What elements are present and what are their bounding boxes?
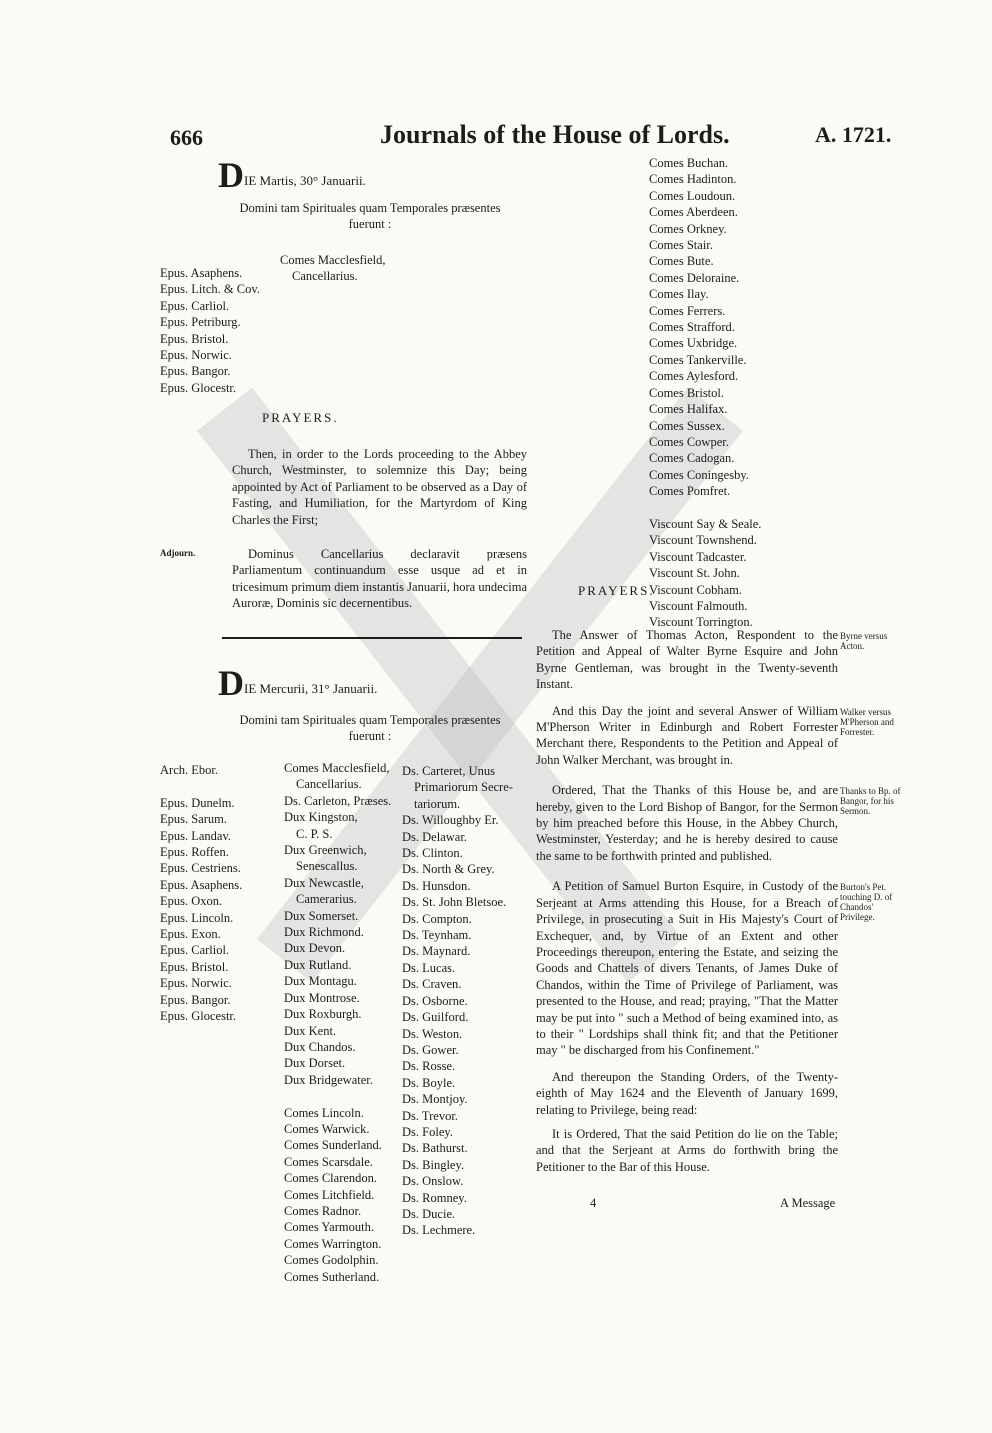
margin-note: Walker versus M'Pherson and Forrester. <box>840 706 894 737</box>
lord-entry: Epus. Sarum. <box>160 812 228 827</box>
lord-entry: Primariorum Secre- <box>414 780 513 795</box>
lord-entry: Comes Sussex. <box>649 418 725 433</box>
lord-entry: Comes Bute. <box>649 254 714 269</box>
bishop-entry: Epus. Carliol. <box>160 298 230 313</box>
lord-entry: Comes Ilay. <box>649 287 709 302</box>
lord-entry: Ds. Maynard. <box>402 944 471 959</box>
lord-entry: Dux Montagu. <box>284 974 357 989</box>
present-line2: fuerunt : <box>348 729 392 744</box>
lord-entry: tariorum. <box>414 796 461 811</box>
present-line1: Domini tam Spirituales quam Temporales præsentes <box>239 713 501 727</box>
lord-entry: Ds. Hunsdon. <box>402 878 471 893</box>
entry-text: A Petition of Samuel Burton Esquire, in Custody of the Serjeant at Arms attending this House, for a Breach of Privilege, in prosecuting a Suit in His Majesty's Court of Exchequer, and, by Virtue of an Extent and other Proceedings thereupon, entering the Estate, and seizing the Goods and Chattels of divers Tenants, of James Duke of Chandos, within the Time of Privilege of Parliament, was presented to the House, and read; praying, "That the Matter may be put into " such a Method of being examined into, as to their " Lordships shall think fit; and that the Petitioner may " be discharged from his Confinement." <box>536 879 838 1058</box>
chancellor-title: Cancellarius. <box>292 269 358 284</box>
lord-entry: Viscount Townshend. <box>649 533 757 548</box>
lord-entry: Ds. Willoughby Er. <box>402 813 499 828</box>
lord-entry: Comes Cowper. <box>649 434 729 449</box>
day1-title-text: IE Martis, 30° Januarii. <box>244 173 366 188</box>
page-title: Journals of the House of Lords. <box>380 120 730 149</box>
journal-entry <box>536 1126 838 1175</box>
margin-note: Byrne versus Acton. <box>840 631 888 651</box>
day2-title-text: IE Mercurii, 31° Januarii. <box>244 681 378 696</box>
lord-entry: Epus. Carliol. <box>160 943 230 958</box>
lord-entry: Comes Orkney. <box>649 221 727 236</box>
lord-entry: Dux Montrose. <box>284 990 360 1005</box>
lord-entry: Dux Newcastle, <box>284 875 364 890</box>
lord-entry: Comes Warwick. <box>284 1121 370 1136</box>
lord-entry: Comes Buchan. <box>649 156 729 170</box>
present-line2: fuerunt : <box>348 217 392 232</box>
lord-entry: Epus. Asaphens. <box>160 877 243 892</box>
lord-entry: Comes Lincoln. <box>284 1105 364 1120</box>
lord-entry: Ds. Teynham. <box>402 928 472 943</box>
adjourn-margin: Adjourn. <box>160 548 196 558</box>
lord-entry: Epus. Glocestr. <box>160 1009 237 1024</box>
lord-entry: Comes Bristol. <box>649 385 725 400</box>
drop-cap: D <box>218 155 244 195</box>
lord-entry: Comes Aylesford. <box>649 369 739 384</box>
lord-entry: Ds. Gower. <box>402 1042 459 1057</box>
lord-entry <box>160 778 242 794</box>
lord-entry: Epus. Norwic. <box>160 976 232 991</box>
lord-entry: Comes Clarendon. <box>284 1171 378 1186</box>
lord-entry: Ds. North & Grey. <box>402 862 495 877</box>
lord-entry: Epus. Bristol. <box>160 959 229 974</box>
chancellor-line: Comes Macclesfield, <box>280 253 386 267</box>
lord-entry: Comes Radnor. <box>284 1203 362 1218</box>
margin-note: Thanks to Bp. of Bangor, for his Sermon. <box>840 786 901 817</box>
bishop-entry: Epus. Norwic. <box>160 348 232 363</box>
lord-entry: C. P. S. <box>296 826 333 841</box>
day1-chancellor <box>280 252 386 285</box>
bishop-entry: Epus. Bangor. <box>160 364 231 379</box>
lord-entry: Ds. Romney. <box>402 1190 467 1205</box>
lord-entry: Comes Scarsdale. <box>284 1154 373 1169</box>
lord-entry: Ds. Foley. <box>402 1124 453 1139</box>
lord-entry: Dux Chandos. <box>284 1039 356 1054</box>
right-lords-list <box>649 155 761 631</box>
lord-entry: Arch. Ebor. <box>160 763 218 777</box>
day1-para2: Dominus Cancellarius declaravit præsens Parliamentum continuandum esse usque ad et in tricesimum primum diem instantis Januarii, hora undecima Auroræ, Dominis sic decernentibus. <box>232 547 527 611</box>
lord-entry: Comes Stair. <box>649 238 713 253</box>
journal-entry <box>536 878 893 1058</box>
lord-entry: Comes Coningesby. <box>649 467 749 482</box>
lord-entry: Comes Pomfret. <box>649 484 731 499</box>
lord-entry: Dux Rutland. <box>284 957 352 972</box>
lord-entry: Comes Ferrers. <box>649 303 726 318</box>
entry-text: And this Day the joint and several Answer of William M'Pherson Writer in Edinburgh and Robert Forrester Merchant there, Respondents to the Petition and Appeal of John Walker Merchant, was brought in. <box>536 703 838 767</box>
lord-entry: Comes Strafford. <box>649 320 735 335</box>
journal-entry <box>536 782 901 864</box>
lord-entry: Comes Yarmouth. <box>284 1220 374 1235</box>
section-rule <box>222 637 522 639</box>
lord-entry: Comes Sutherland. <box>284 1269 380 1284</box>
day1-bishops <box>160 265 260 396</box>
entry-text: It is Ordered, That the said Petition do lie on the Table; and that the Serjeant at Arms do forthwith bring the Petitioner to the Bar of this House. <box>536 1126 838 1174</box>
day1-para1: Then, in order to the Lords proceeding to the Abbey Church, Westminster, to solemnize this Day; being appointed by Act of Parliament to be observed as a Day of Fasting, and Humiliation, for the Martyrdom of King Charles the First; <box>232 447 527 527</box>
day1-title <box>218 155 366 195</box>
lord-entry <box>649 500 761 516</box>
margin-note: Burton's Pet. touching D. of Chandos' Privilege. <box>840 882 893 923</box>
page-year: A. 1721. <box>815 122 892 147</box>
journal-entry <box>536 627 888 693</box>
journal-entry <box>536 703 894 769</box>
page-number: 666 <box>170 125 203 150</box>
lord-entry: Ds. Montjoy. <box>402 1092 468 1107</box>
lord-entry: Ds. St. John Bletsoe. <box>402 895 507 910</box>
lord-entry: Viscount Tadcaster. <box>649 549 747 564</box>
lord-entry: Ds. Carleton, Præses. <box>284 793 392 808</box>
day2-present <box>210 712 530 745</box>
lord-entry: Comes Hadinton. <box>649 172 737 187</box>
lord-entry: Comes Deloraine. <box>649 270 740 285</box>
lord-entry: Ds. Delawar. <box>402 829 467 844</box>
lord-entry: Viscount Falmouth. <box>649 598 748 613</box>
day2-column3 <box>402 763 513 1239</box>
entry-text: Ordered, That the Thanks of this House be, and are hereby, given to the Lord Bishop of Bangor, for the Sermon by him preached before this House, in the Abbey Church, Westminster, Yesterday; and he is hereby desired to cause the same to be forthwith printed and published. <box>536 783 838 863</box>
lord-entry: Comes Warrington. <box>284 1236 382 1251</box>
lord-entry: Ds. Rosse. <box>402 1059 456 1074</box>
right-entries <box>536 627 901 1175</box>
lord-entry: Epus. Bangor. <box>160 992 231 1007</box>
lord-entry: Viscount Say & Seale. <box>649 516 762 531</box>
lord-entry: Ds. Compton. <box>402 911 472 926</box>
day2-column2 <box>284 760 391 1285</box>
lord-entry: Camerarius. <box>296 892 357 907</box>
day2-column1 <box>160 762 242 1025</box>
lord-entry: Comes Halifax. <box>649 402 728 417</box>
lord-entry: Ds. Ducie. <box>402 1206 456 1221</box>
lord-entry: Epus. Roffen. <box>160 845 229 860</box>
lord-entry: Comes Sunderland. <box>284 1138 382 1153</box>
lord-entry: Ds. Craven. <box>402 977 462 992</box>
day1-present <box>210 200 530 233</box>
right-prayers: PRAYERS. <box>578 583 655 598</box>
lord-entry: Comes Uxbridge. <box>649 336 738 351</box>
lord-entry: Comes Loudoun. <box>649 188 736 203</box>
bishop-entry: Epus. Glocestr. <box>160 380 237 395</box>
lord-entry <box>284 1088 391 1104</box>
lord-entry: Ds. Guilford. <box>402 1010 469 1025</box>
lord-entry: Dux Bridgewater. <box>284 1072 373 1087</box>
lord-entry: Viscount Cobham. <box>649 582 742 597</box>
bishop-entry: Epus. Bristol. <box>160 331 229 346</box>
bishop-entry: Epus. Asaphens. <box>160 266 243 280</box>
day1-prayers: PRAYERS. <box>262 410 339 425</box>
lord-entry: Ds. Carteret, Unus <box>402 764 496 778</box>
lord-entry: Ds. Clinton. <box>402 846 463 861</box>
lord-entry: Viscount St. John. <box>649 566 740 581</box>
present-line1: Domini tam Spirituales quam Temporales præsentes <box>239 201 501 215</box>
lord-entry: Dux Richmond. <box>284 925 364 940</box>
lord-entry: Comes Macclesfield, <box>284 761 390 775</box>
bishop-entry: Epus. Litch. & Cov. <box>160 282 260 297</box>
bishop-entry: Epus. Petriburg. <box>160 315 241 330</box>
lord-entry: Epus. Oxon. <box>160 894 223 909</box>
lord-entry: Comes Cadogan. <box>649 451 735 466</box>
lord-entry: Senescallus. <box>296 859 358 874</box>
signature-mark: 4 <box>590 1196 597 1210</box>
journal-entry <box>536 1069 838 1118</box>
day2-title <box>218 663 378 703</box>
lord-entry: Dux Greenwich, <box>284 843 367 858</box>
lord-entry: Ds. Bathurst. <box>402 1141 468 1156</box>
lord-entry: Ds. Osborne. <box>402 993 468 1008</box>
lord-entry: Dux Roxburgh. <box>284 1007 362 1022</box>
lord-entry: Epus. Exon. <box>160 927 221 942</box>
lord-entry: Comes Tankerville. <box>649 352 747 367</box>
lord-entry: Dux Somerset. <box>284 908 359 923</box>
lord-entry: Epus. Landav. <box>160 828 232 843</box>
catchword: A Message <box>780 1196 836 1210</box>
lord-entry: Epus. Cestriens. <box>160 861 241 876</box>
lord-entry: Ds. Lucas. <box>402 960 456 975</box>
entry-text: The Answer of Thomas Acton, Respondent to the Petition and Appeal of Walter Byrne Esquire and John Byrne Gentleman, was brought in the Twenty-seventh Instant. <box>536 628 838 692</box>
lord-entry: Dux Devon. <box>284 941 346 956</box>
lord-entry: Comes Litchfield. <box>284 1187 375 1202</box>
lord-entry: Ds. Onslow. <box>402 1174 464 1189</box>
lord-entry: Ds. Weston. <box>402 1026 463 1041</box>
lord-entry: Dux Kingston, <box>284 810 358 825</box>
lord-entry: Epus. Dunelm. <box>160 795 235 810</box>
lord-entry: Ds. Lechmere. <box>402 1223 476 1238</box>
lord-entry: Dux Dorset. <box>284 1056 346 1071</box>
lord-entry: Ds. Trevor. <box>402 1108 458 1123</box>
lord-entry: Dux Kent. <box>284 1023 337 1038</box>
lord-entry: Ds. Bingley. <box>402 1157 465 1172</box>
entry-text: And thereupon the Standing Orders, of the Twenty-eighth of May 1624 and the Eleventh of January 1699, relating to Privilege, being read: <box>536 1069 838 1117</box>
lord-entry: Comes Aberdeen. <box>649 205 738 220</box>
lord-entry: Ds. Boyle. <box>402 1075 456 1090</box>
lord-entry: Comes Godolphin. <box>284 1253 379 1268</box>
lord-entry: Viscount Torrington. <box>649 615 753 630</box>
drop-cap: D <box>218 663 244 703</box>
lord-entry: Epus. Lincoln. <box>160 910 234 925</box>
lord-entry: Cancellarius. <box>296 777 362 792</box>
